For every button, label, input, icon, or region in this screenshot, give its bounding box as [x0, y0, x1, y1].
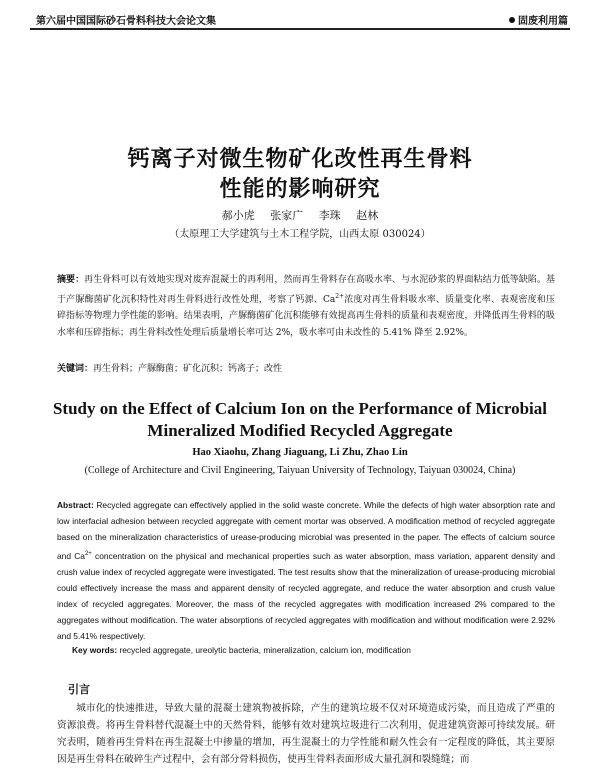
- cn-keywords-label: 关键词：: [57, 364, 94, 374]
- en-abstract-text-a: Recycled aggregate can effectively applied in the solid waste concrete. While the defects of high water absorption rate and low interfacial adhesion between recycled aggregate with cement mortar was observed. A modification method of recycled aggregate based on the mineralization characteristics of urease-producing microbial was presented in the paper. The effects of calcium source and Ca: [57, 500, 556, 561]
- intro-paragraph: 城市化的快速推进，导致大量的混凝土建筑物被拆除，产生的建筑垃圾不仅对环境造成污染，而且造成了严重的资源浪费。将再生骨料替代混凝土中的天然骨料，能够有效对建筑垃圾进行二次利用，促进建筑资源可持续发展。研究表明，随着再生骨料在再生混凝土中掺量的增加，再生混凝土的力学性能和耐久性会有一定程度的降低，其主要原因是再生骨料在破碎生产过程中，会有部分骨料损伤，使再生骨料表面形成大量孔洞和裂缝缝；而: [57, 703, 555, 765]
- cn-abstract-text-a: 再生骨料可以有效地实现对废弃混凝土的再利用，然而再生骨料存在高吸水率、与水泥砂浆的界面粘结力低等缺陷。基于产脲酶菌矿化沉积特性对再生骨料进行改性处理，考察了钙源、Ca: [57, 275, 555, 305]
- intro-heading: 引言: [68, 683, 90, 696]
- en-keywords: [72, 645, 555, 655]
- cn-author: 张家广: [270, 209, 304, 222]
- cn-authors: [0, 207, 600, 223]
- cn-affiliation: （太原理工大学建筑与土木工程学院，山西太原 030024）: [169, 229, 431, 240]
- cn-title: [0, 145, 600, 205]
- en-abstract: [57, 497, 555, 645]
- en-title: [0, 398, 600, 442]
- en-abstract-text-b: concentration on the physical and mechanical properties such as water absorption, mass variation, apparent density and crush value index of recycled aggregate were investigated. The test results show that the mineralization of urease-producing microbial could effectively increase the mass and apparent density of recycled aggregate, and reduce the water absorption and crush value index of recycled aggregates. Moreover, the mass of the recycled aggregates with modification increased 2% compared to the aggregates without modification. The water absorptions of recycled aggregates with modification and without modification were 2.92% and 5.41% respectively.: [57, 550, 555, 642]
- bullet-icon: [509, 17, 515, 23]
- cn-title-line2: 性能的影响研究: [219, 177, 381, 202]
- en-title-line1: Study on the Effect of Calcium Ion on the Performance of Microbial: [52, 399, 548, 418]
- cn-abstract-sup: 2+: [335, 292, 345, 300]
- en-keywords-text: recycled aggregate, ureolytic bacteria, mineralization, calcium ion, modification: [119, 645, 411, 655]
- header-section: [509, 12, 568, 27]
- cn-author: 赵林: [356, 209, 379, 222]
- en-authors: Hao Xiaohu, Zhang Jiaguang, Li Zhu, Zhao Lin: [192, 447, 408, 458]
- en-affiliation: (College of Architecture and Civil Engineering, Taiyuan University of Technology, Taiyuan 030024, China): [84, 465, 516, 476]
- cn-abstract: [57, 272, 555, 341]
- en-abstract-label: Abstract:: [57, 500, 94, 510]
- en-keywords-label: Key words:: [72, 645, 118, 655]
- header-conference-title: 第六届中国国际砂石骨料科技大会论文集: [36, 16, 216, 27]
- en-title-line2: Mineralized Modified Recycled Aggregate: [147, 421, 453, 440]
- header-section-label: 固废利用篇: [518, 16, 568, 27]
- cn-abstract-label: 摘要：: [57, 275, 85, 285]
- cn-title-line1: 钙离子对微生物矿化改性再生骨料: [127, 147, 473, 172]
- cn-author: 李珠: [318, 209, 341, 222]
- cn-keywords-text: 再生骨料；产脲酶菌；矿化沉积；钙离子；改性: [93, 364, 283, 374]
- cn-keywords: [57, 361, 555, 374]
- en-abstract-sup: 2+: [84, 550, 92, 557]
- cn-abstract-text-b: 浓度对再生骨料吸水率、质量变化率、表观密度和压碎指标等物理力学性能的影响。结果表明，产脲酶菌矿化沉积能够有效提高再生骨料的质量和表观密度，并降低再生骨料的吸水率和压碎指标；再生骨料改性处理后质量增长率可达 2%，吸水率可由未改性的 5.41% 降至 2.92%。: [57, 294, 555, 338]
- running-header: [30, 10, 570, 30]
- cn-author: 郝小虎: [221, 209, 255, 222]
